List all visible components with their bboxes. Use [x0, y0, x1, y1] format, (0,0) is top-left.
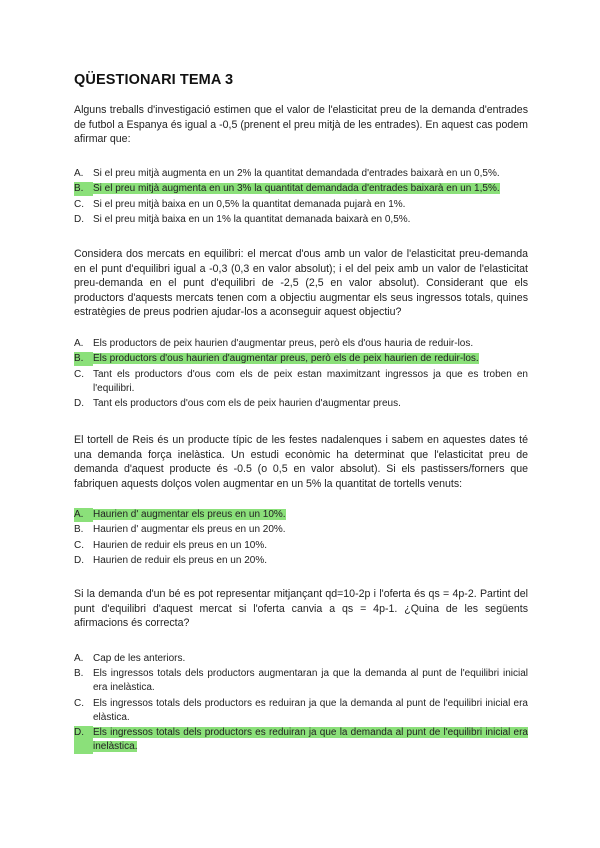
option-1d	[74, 213, 528, 227]
option-text: Haurien de reduir els preus en un 20%.	[93, 555, 267, 567]
option-text: Tant els productors d'ous com els de peix estan maximitzant ingressos ja que es troben en l'equilibri.	[93, 368, 528, 394]
option-text: Cap de les anteriors.	[93, 653, 186, 664]
option-letter: D.	[74, 398, 84, 410]
option-3d	[74, 554, 528, 568]
option-letter: B.	[74, 352, 93, 366]
option-2d	[74, 397, 528, 411]
option-4c	[74, 697, 528, 725]
option-letter: A.	[74, 168, 84, 179]
question-3-text: El tortell de Reis és un producte típic de les festes nadalenques i sabem en aquestes dates té una demanda força inelàstica. Un estudi econòmic ha determinat que l'elasticitat preu de demanda d'aquest producte és -0.5 (o 0,5 en valor absolut). Si els pastissers/forners que fabriquen aquests dolços volen augmentar en un 5% la quantitat de tortells venuts:	[74, 434, 528, 490]
option-letter: A.	[74, 338, 84, 349]
option-text: Si el preu mitjà baixa en un 1% la quantitat demanada baixarà en 0,5%.	[93, 214, 411, 226]
option-text: Haurien de reduir els preus en un 10%.	[93, 539, 267, 551]
option-text: Si el preu mitjà augmenta en un 2% la quantitat demandada d'entrades baixarà en un 0,5%.	[93, 168, 500, 179]
page-title: QÜESTIONARI TEMA 3	[74, 72, 234, 88]
option-text: Els productors de peix haurien d'augmentar preus, però els d'ous hauria de reduir-los.	[93, 338, 474, 349]
option-text: Haurien d' augmentar els preus en un 10%.	[93, 509, 286, 520]
question-4-text: Si la demanda d'un bé es pot representar mitjançant qd=10-2p i l'oferta és qs = 4p-2. Partint del punt d'equilibri d'aquest mercat si l'oferta canvia a qs = 4p-1. ¿Quina de les següents afirmacions és correcta?	[74, 588, 528, 629]
option-letter: D.	[74, 214, 84, 226]
option-text: Els ingressos totals dels productors es reduiran ja que la demanda al punt de l'equilibri inicial era elàstica.	[93, 697, 528, 723]
option-3c	[74, 539, 528, 553]
option-letter: C.	[74, 368, 84, 380]
question-4-options	[74, 652, 528, 755]
option-4b	[74, 667, 528, 695]
option-letter: B.	[74, 182, 93, 196]
option-2c	[74, 368, 528, 396]
option-4a	[74, 652, 528, 666]
option-1c	[74, 198, 528, 212]
option-letter: D.	[74, 726, 93, 754]
option-text: Haurien d' augmentar els preus en un 20%.	[93, 524, 286, 536]
question-2-options	[74, 337, 528, 413]
option-letter: C.	[74, 697, 84, 709]
option-text: Els productors d'ous haurien d'augmentar preus, però els de peix haurien de reduir-los.	[93, 353, 479, 365]
option-letter: B.	[74, 668, 84, 680]
option-letter: C.	[74, 539, 84, 551]
option-letter: D.	[74, 555, 84, 567]
option-2b-highlighted	[74, 352, 528, 366]
option-letter: C.	[74, 198, 84, 210]
question-1-text: Alguns treballs d'investigació estimen que el valor de l'elasticitat preu de la demanda d'entrades de futbol a Espanya és igual a -0,5 (prenent el preu mitjà de les entrades). En aquest cas podem afirmar que:	[74, 104, 528, 145]
option-2a	[74, 337, 528, 351]
option-text: Si el preu mitjà augmenta en un 3% la quantitat demandada d'entrades baixarà en un 1,5%.	[93, 183, 500, 195]
option-text: Els ingressos totals dels productors es reduiran ja que la demanda al punt de l'equilibri inicial era inelàstica.	[93, 727, 528, 752]
option-3a-highlighted	[74, 508, 528, 522]
option-4d-highlighted	[74, 726, 528, 754]
option-letter: B.	[74, 524, 84, 536]
option-text: Els ingressos totals dels productors augmentaran ja que la demanda al punt de l'equilibri inicial era inelàstica.	[93, 668, 528, 694]
option-1a	[74, 167, 528, 181]
option-3b	[74, 523, 528, 537]
option-1b-highlighted	[74, 182, 528, 196]
option-text: Tant els productors d'ous com els de peix haurien d'augmentar preus.	[93, 398, 401, 410]
option-text: Si el preu mitjà baixa en un 0,5% la quantitat demanada pujarà en 1%.	[93, 198, 406, 210]
option-letter: A.	[74, 653, 84, 664]
question-3-options	[74, 508, 528, 570]
question-1-options	[74, 167, 528, 229]
question-2-text: Considera dos mercats en equilibri: el mercat d'ous amb un valor de l'elasticitat preu-demanda en el punt d'equilibri igual a -0,3 (0,3 en valor absolut); i el del peix amb un valor de l'elasticitat preu-demanda en el punt d'equilibri de -2,5 (2,5 en valor absolut). Considerant que els productors d'aquests mercats tenen com a objectiu augmentar els seus ingressos totals, quines estratègies de preus podrien ajudar-los a aconseguir aquest objectiu?	[74, 248, 528, 318]
option-letter: A.	[74, 508, 93, 522]
